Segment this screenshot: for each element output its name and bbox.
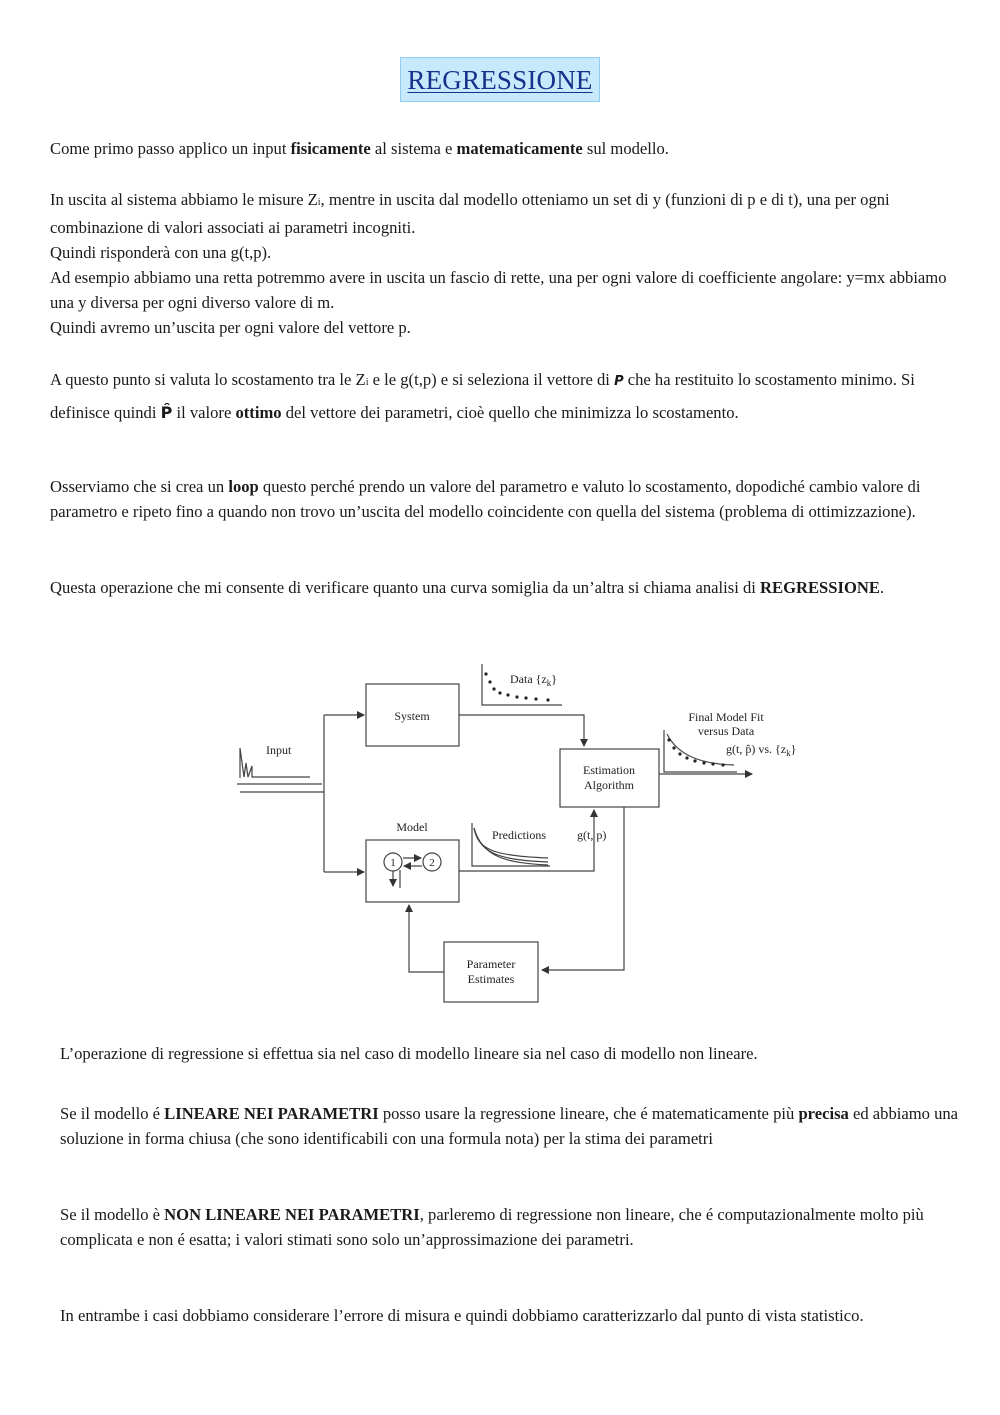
p-vector-symbol: P [614,374,624,389]
bold-text: precisa [798,1104,849,1123]
model-box [366,840,459,902]
paragraph-nonlinear [60,1202,960,1252]
text-span: , mentre in uscita dal modello otteniamo un set di y (funzioni di p e di t), una per ogni combinazione di valori associati ai parametri incogniti. [50,190,890,237]
input-label: Input [266,743,292,757]
system-label: System [394,709,430,723]
bold-text: loop [228,477,259,496]
estimation-label-2: Algorithm [584,778,634,792]
paragraph-error: In entrambe i casi dobbiamo considerare l’errore di misura e quindi dobbiamo caratterizzarlo dal punto di vista statistico. [60,1306,864,1325]
estimation-label-1: Estimation [583,763,635,777]
text-span: al sistema e [370,139,457,158]
text-span: Se il modello è [60,1205,165,1224]
node-2-label: 2 [429,857,435,869]
subscript: i [317,197,321,208]
bold-text: LINEARE NEI PARAMETRI [164,1104,379,1123]
text-span: del vettore dei parametri, cioè quello che minimizza lo scostamento. [281,402,739,422]
predictions-label: Predictions [492,828,546,842]
bold-text: ottimo [235,402,282,422]
subscript: i [365,377,369,388]
title-container [0,57,1000,102]
text-span: Osserviamo che si crea un [50,477,229,496]
text-span: Se il modello é [60,1104,165,1123]
final-fit-label-1: Final Model Fit [688,710,764,724]
text-span: sul modello. [582,139,669,158]
data-label: Data $\{z_k\}$ [510,672,558,688]
text-span: ed abbiamo una soluzione in forma chiusa (che sono identificabili con una formula nota) per la stima dei parametri [60,1104,959,1148]
bold-text: NON LINEARE NEI PARAMETRI [164,1205,420,1224]
text-span: posso usare la regressione lineare, che é matematicamente più [378,1104,799,1123]
p-hat-symbol: P̂ [160,402,173,422]
paragraph-regression [50,575,960,600]
paragraph-outputs [50,187,960,340]
text-span: Come primo passo applico un input [50,139,291,158]
gtp-label: g(t, p) [577,828,607,842]
text-span: . [879,578,885,597]
model-label: Model [396,820,428,834]
paragraph-linear-nonlinear: L’operazione di regressione si effettua sia nel caso di modello lineare sia nel caso di modello non lineare. [60,1044,758,1063]
bold-text: matematicamente [456,139,583,158]
paragraph-deviation [50,365,960,427]
text-span: Quindi risponderà con una g(t,p). [50,243,272,262]
paragraph-loop [50,474,960,524]
text-span: Ad esempio abbiamo una retta potremmo avere in uscita un fascio di rette, una per ogni valore di coefficiente angolare: y=mx abbiamo una y diversa per ogni diverso valore di m. [50,268,947,312]
text-span: Questa operazione che mi consente di verificare quanto una curva somiglia da un’altra si chiama analisi di [50,578,761,597]
regression-diagram [232,660,807,1010]
text-span: questo perché prendo un valore del parametro e valuto lo scostamento, dopodiché cambio valore di parametro e ripeto fino a quando non trovo un’uscita del modello coincidente con quella del sistema (problema di ottimizzazione). [50,477,921,521]
text-span: e le g(t,p) e si seleziona il vettore di [368,370,615,389]
bold-text: fisicamente [290,139,371,158]
text-span: In uscita al sistema abbiamo le misure Z [50,190,318,209]
text-span: che ha restituito lo scostamento minimo. Si definisce quindi [50,370,915,422]
final-fit-label-2: versus Data [697,724,755,738]
parameter-label-2: Estimates [467,972,515,986]
text-span: Quindi avremo un’uscita per ogni valore del vettore p. [50,318,411,337]
node-1-label: 1 [390,857,396,869]
parameter-label-1: Parameter [466,957,516,971]
text-span: il valore [172,402,236,422]
paragraph-linear [60,1101,960,1151]
text-span: A questo punto si valuta lo scostamento tra le Z [50,370,366,389]
paragraph-intro [50,136,960,161]
bold-text: REGRESSIONE [760,578,880,597]
final-fit-label-3: g(t, p̂) vs. $\{z_k\}$ [726,742,797,758]
text-span: , parleremo di regressione non lineare, che é computazionalmente molto più complicata e non é esatta; i valori stimati sono solo un’approssimazione dei parametri. [60,1205,924,1249]
page-title: REGRESSIONE [400,57,599,102]
